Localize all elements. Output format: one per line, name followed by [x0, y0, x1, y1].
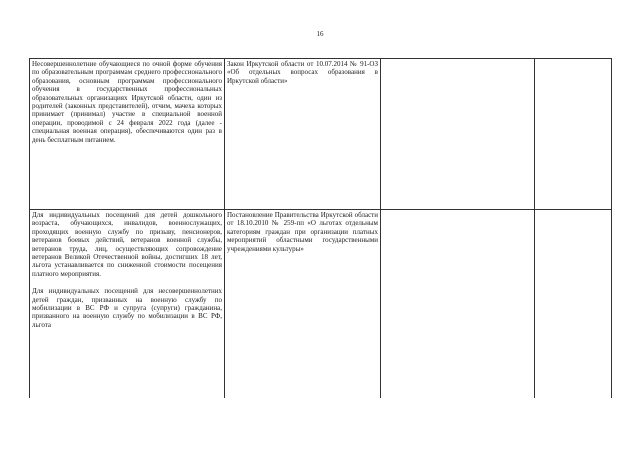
- table-row: [30, 59, 612, 210]
- empty-cell: [535, 59, 612, 210]
- table-row: [30, 210, 612, 399]
- legal-basis-cell: Постановление Правительства Иркутской области от 18.10.2010 № 259-пп «О льготах отдельным категориям граждан при организации платных мероприятий областными государственными учреждениями культуры»: [225, 210, 381, 399]
- empty-cell: [381, 59, 535, 210]
- category-cell: [30, 210, 225, 399]
- category-paragraph: Несовершеннолетние обучающиеся по очной форме обучения по образовательным программам среднего профессионального образования, основным программам профессионального обучения в государственных профессиональных образовательных организациях Иркутской области, один из родителей (законных представителей), отчим, мачеха которых принимает (принимал) участие в специальной военной операции, проводимой с 24 февраля 2022 года (далее - специальная военная операция), обеспечиваются один раз в день бесплатным питанием.: [32, 60, 222, 144]
- benefits-table: [29, 58, 612, 398]
- empty-cell: [535, 210, 612, 399]
- category-paragraph: Для индивидуальных посещений для детей дошкольного возраста, обучающихся, инвалидов, военнослужащих, проходящих военную службу по призыву, пенсионеров, ветеранов боевых действий, ветеранов военной службы, ветеранов труда, лиц, осуществляющих сопровождение ветеранов Великой Отечественной войны, достигших 18 лет, льгота устанавливается по сниженной стоимости посещения платного мероприятия.: [32, 211, 222, 278]
- empty-cell: [381, 210, 535, 399]
- page-number: 16: [316, 30, 324, 38]
- category-cell: [30, 59, 225, 210]
- legal-basis-cell: Закон Иркутской области от 10.07.2014 № 91-ОЗ «Об отдельных вопросах образования в Иркутской области»: [225, 59, 381, 210]
- category-paragraph: Для индивидуальных посещений для несовершеннолетних детей граждан, призванных на военную службу по мобилизации в ВС РФ и супруга (супруги) гражданина, призванного на военную службу по мобилизации в ВС РФ, льгота: [32, 287, 222, 329]
